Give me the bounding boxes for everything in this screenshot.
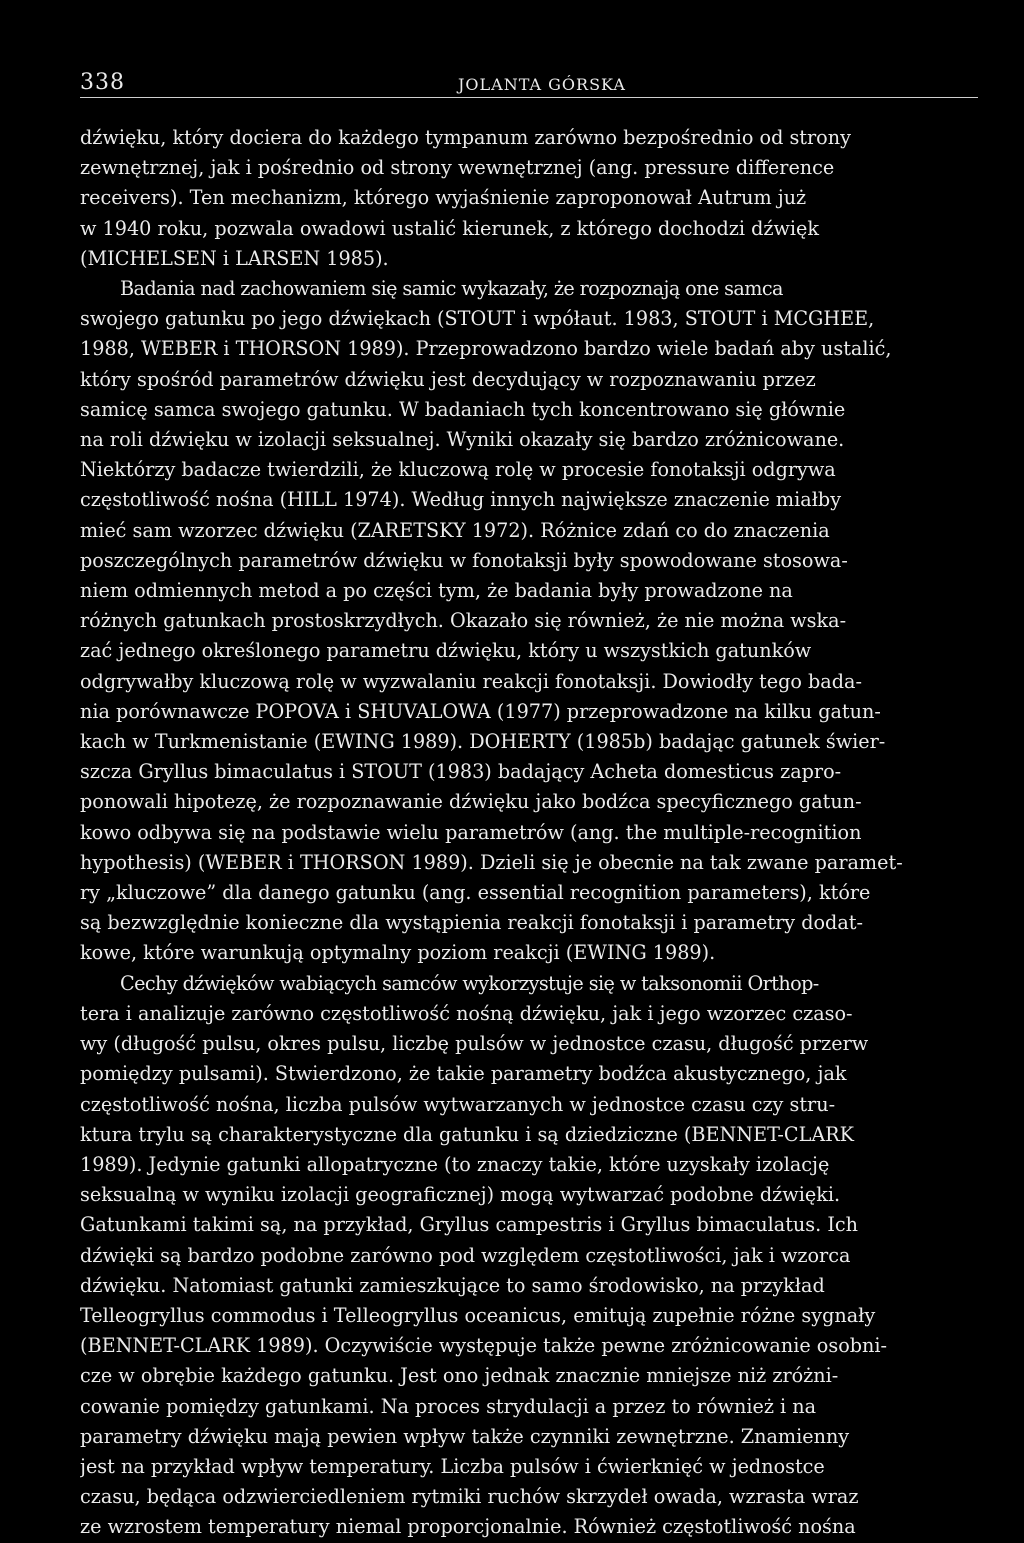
text-line: różnych gatunkach prostoskrzydłych. Okazało się również, że nie można wska- <box>80 609 847 633</box>
text-line: 1989). Jedynie gatunki allopatryczne (to znaczy takie, które uzyskały izolację <box>80 1152 830 1176</box>
text-line: ry „kluczowe” dla danego gatunku (ang. essential recognition parameters), które <box>80 881 871 905</box>
text-line: na roli dźwięku w izolacji seksualnej. Wyniki okazały się bardzo zróżnicowane. <box>80 428 845 452</box>
text-line: ze wzrostem temperatury niemal proporcjonalnie. Również częstotliwość nośna <box>80 1515 856 1539</box>
running-head: JOLANTA GÓRSKA <box>458 75 626 94</box>
text-line: poszczególnych parametrów dźwięku w fonotaksji były spowodowane stosowa- <box>80 548 848 572</box>
text-line: szcza Gryllus bimaculatus i STOUT (1983) badający Acheta domesticus zapro- <box>80 760 842 784</box>
text-line: który spośród parametrów dźwięku jest decydujący w rozpoznawaniu przez <box>80 367 816 391</box>
text-line: kowo odbywa się na podstawie wielu parametrów (ang. the multiple-recognition <box>80 820 862 844</box>
text-line: swojego gatunku po jego dźwiękach (STOUT i wpółaut. 1983, STOUT i MCGHEE, <box>80 307 875 331</box>
text-line: tera i analizuje zarówno częstotliwość nośną dźwięku, jak i jego wzorzec czaso- <box>80 1001 853 1025</box>
text-line: jest na przykład wpływ temperatury. Liczba pulsów i ćwierknięć w jednostce <box>80 1454 825 1478</box>
page-number: 338 <box>80 70 125 95</box>
text-line: nia porównawcze POPOVA i SHUVALOWA (1977) przeprowadzone na kilku gatun- <box>80 699 881 723</box>
text-line: seksualną w wyniku izolacji geograficznej) mogą wytwarzać podobne dźwięki. <box>80 1183 841 1207</box>
paragraph <box>80 123 978 274</box>
text-line: 1988, WEBER i THORSON 1989). Przeprowadzono bardzo wiele badań aby ustalić, <box>80 337 892 361</box>
text-line: wy (długość pulsu, okres pulsu, liczbę pulsów w jednostce czasu, długość przerw <box>80 1032 869 1056</box>
text-line: mieć sam wzorzec dźwięku (ZARETSKY 1972). Różnice zdań co do znaczenia <box>80 518 830 542</box>
text-line: kowe, które warunkują optymalny poziom reakcji (EWING 1989). <box>80 941 716 965</box>
text-line: częstotliwość nośna, liczba pulsów wytwarzanych w jednostce czasu czy stru- <box>80 1092 836 1116</box>
text-line: czasu, będąca odzwierciedleniem rytmiki ruchów skrzydeł owada, wzrasta wraz <box>80 1485 859 1509</box>
paragraph <box>80 274 978 969</box>
text-line: zewnętrznej, jak i pośrednio od strony wewnętrznej (ang. pressure difference <box>80 156 835 180</box>
text-line: Telleogryllus commodus i Telleogryllus oceanicus, emitują zupełnie różne sygnały <box>80 1303 876 1327</box>
text-line: (BENNET-CLARK 1989). Oczywiście występuje także pewne zróżnicowanie osobni- <box>80 1334 888 1358</box>
text-line: Niektórzy badacze twierdzili, że kluczową rolę w procesie fonotaksji odgrywa <box>80 458 836 482</box>
text-line: Gatunkami takimi są, na przykład, Gryllus campestris i Gryllus bimaculatus. Ich <box>80 1213 859 1237</box>
text-line: dźwięku. Natomiast gatunki zamieszkujące to samo środowisko, na przykład <box>80 1273 825 1297</box>
text-line: kach w Turkmenistanie (EWING 1989). DOHERTY (1985b) badając gatunek świer- <box>80 730 886 754</box>
text-line: częstotliwość nośna (HILL 1974). Według innych największe znaczenie miałby <box>80 488 842 512</box>
text-line: (MICHELSEN i LARSEN 1985). <box>80 246 389 270</box>
text-line: pomiędzy pulsami). Stwierdzono, że takie parametry bodźca akustycznego, jak <box>80 1062 847 1086</box>
text-line: Badania nad zachowaniem się samic wykazały, że rozpoznają one samca <box>120 277 783 301</box>
text-line: dźwięku, który dociera do każdego tympanum zarówno bezpośrednio od strony <box>80 126 851 149</box>
body-text <box>80 123 978 1543</box>
page-header <box>80 70 978 100</box>
text-line: dźwięki są bardzo podobne zarówno pod względem częstotliwości, jak i wzorca <box>80 1243 851 1267</box>
text-line: w 1940 roku, pozwala owadowi ustalić kierunek, z którego dochodzi dźwięk <box>80 216 820 240</box>
text-line: samicę samca swojego gatunku. W badaniach tych koncentrowano się głównie <box>80 397 846 421</box>
text-line: ktura trylu są charakterystyczne dla gatunku i są dziedziczne (BENNET-CLARK <box>80 1122 854 1146</box>
header-rule <box>80 97 978 98</box>
paragraph <box>80 969 978 1543</box>
text-line: hypothesis) (WEBER i THORSON 1989). Dzieli się je obecnie na tak zwane paramet- <box>80 850 903 874</box>
text-line: niem odmiennych metod a po części tym, że badania były prowadzone na <box>80 579 793 603</box>
text-line: cowanie pomiędzy gatunkami. Na proces strydulacji a przez to również i na <box>80 1394 817 1418</box>
text-line: ponowali hipotezę, że rozpoznawanie dźwięku jako bodźca specyficznego gatun- <box>80 790 862 814</box>
text-line: zać jednego określonego parametru dźwięku, który u wszystkich gatunków <box>80 639 812 663</box>
text-line: receivers). Ten mechanizm, którego wyjaśnienie zaproponował Autrum już <box>80 186 807 210</box>
text-line: parametry dźwięku mają pewien wpływ także czynniki zewnętrzne. Znamienny <box>80 1424 850 1448</box>
text-line: Cechy dźwięków wabiących samców wykorzystuje się w taksonomii Orthop- <box>120 971 819 995</box>
text-line: cze w obrębie każdego gatunku. Jest ono jednak znacznie mniejsze niż zróżni- <box>80 1364 839 1388</box>
text-line: są bezwzględnie konieczne dla wystąpienia reakcji fonotaksji i parametry dodat- <box>80 911 863 935</box>
text-line: odgrywałby kluczową rolę w wyzwalaniu reakcji fonotaksji. Dowiodły tego bada- <box>80 669 862 693</box>
